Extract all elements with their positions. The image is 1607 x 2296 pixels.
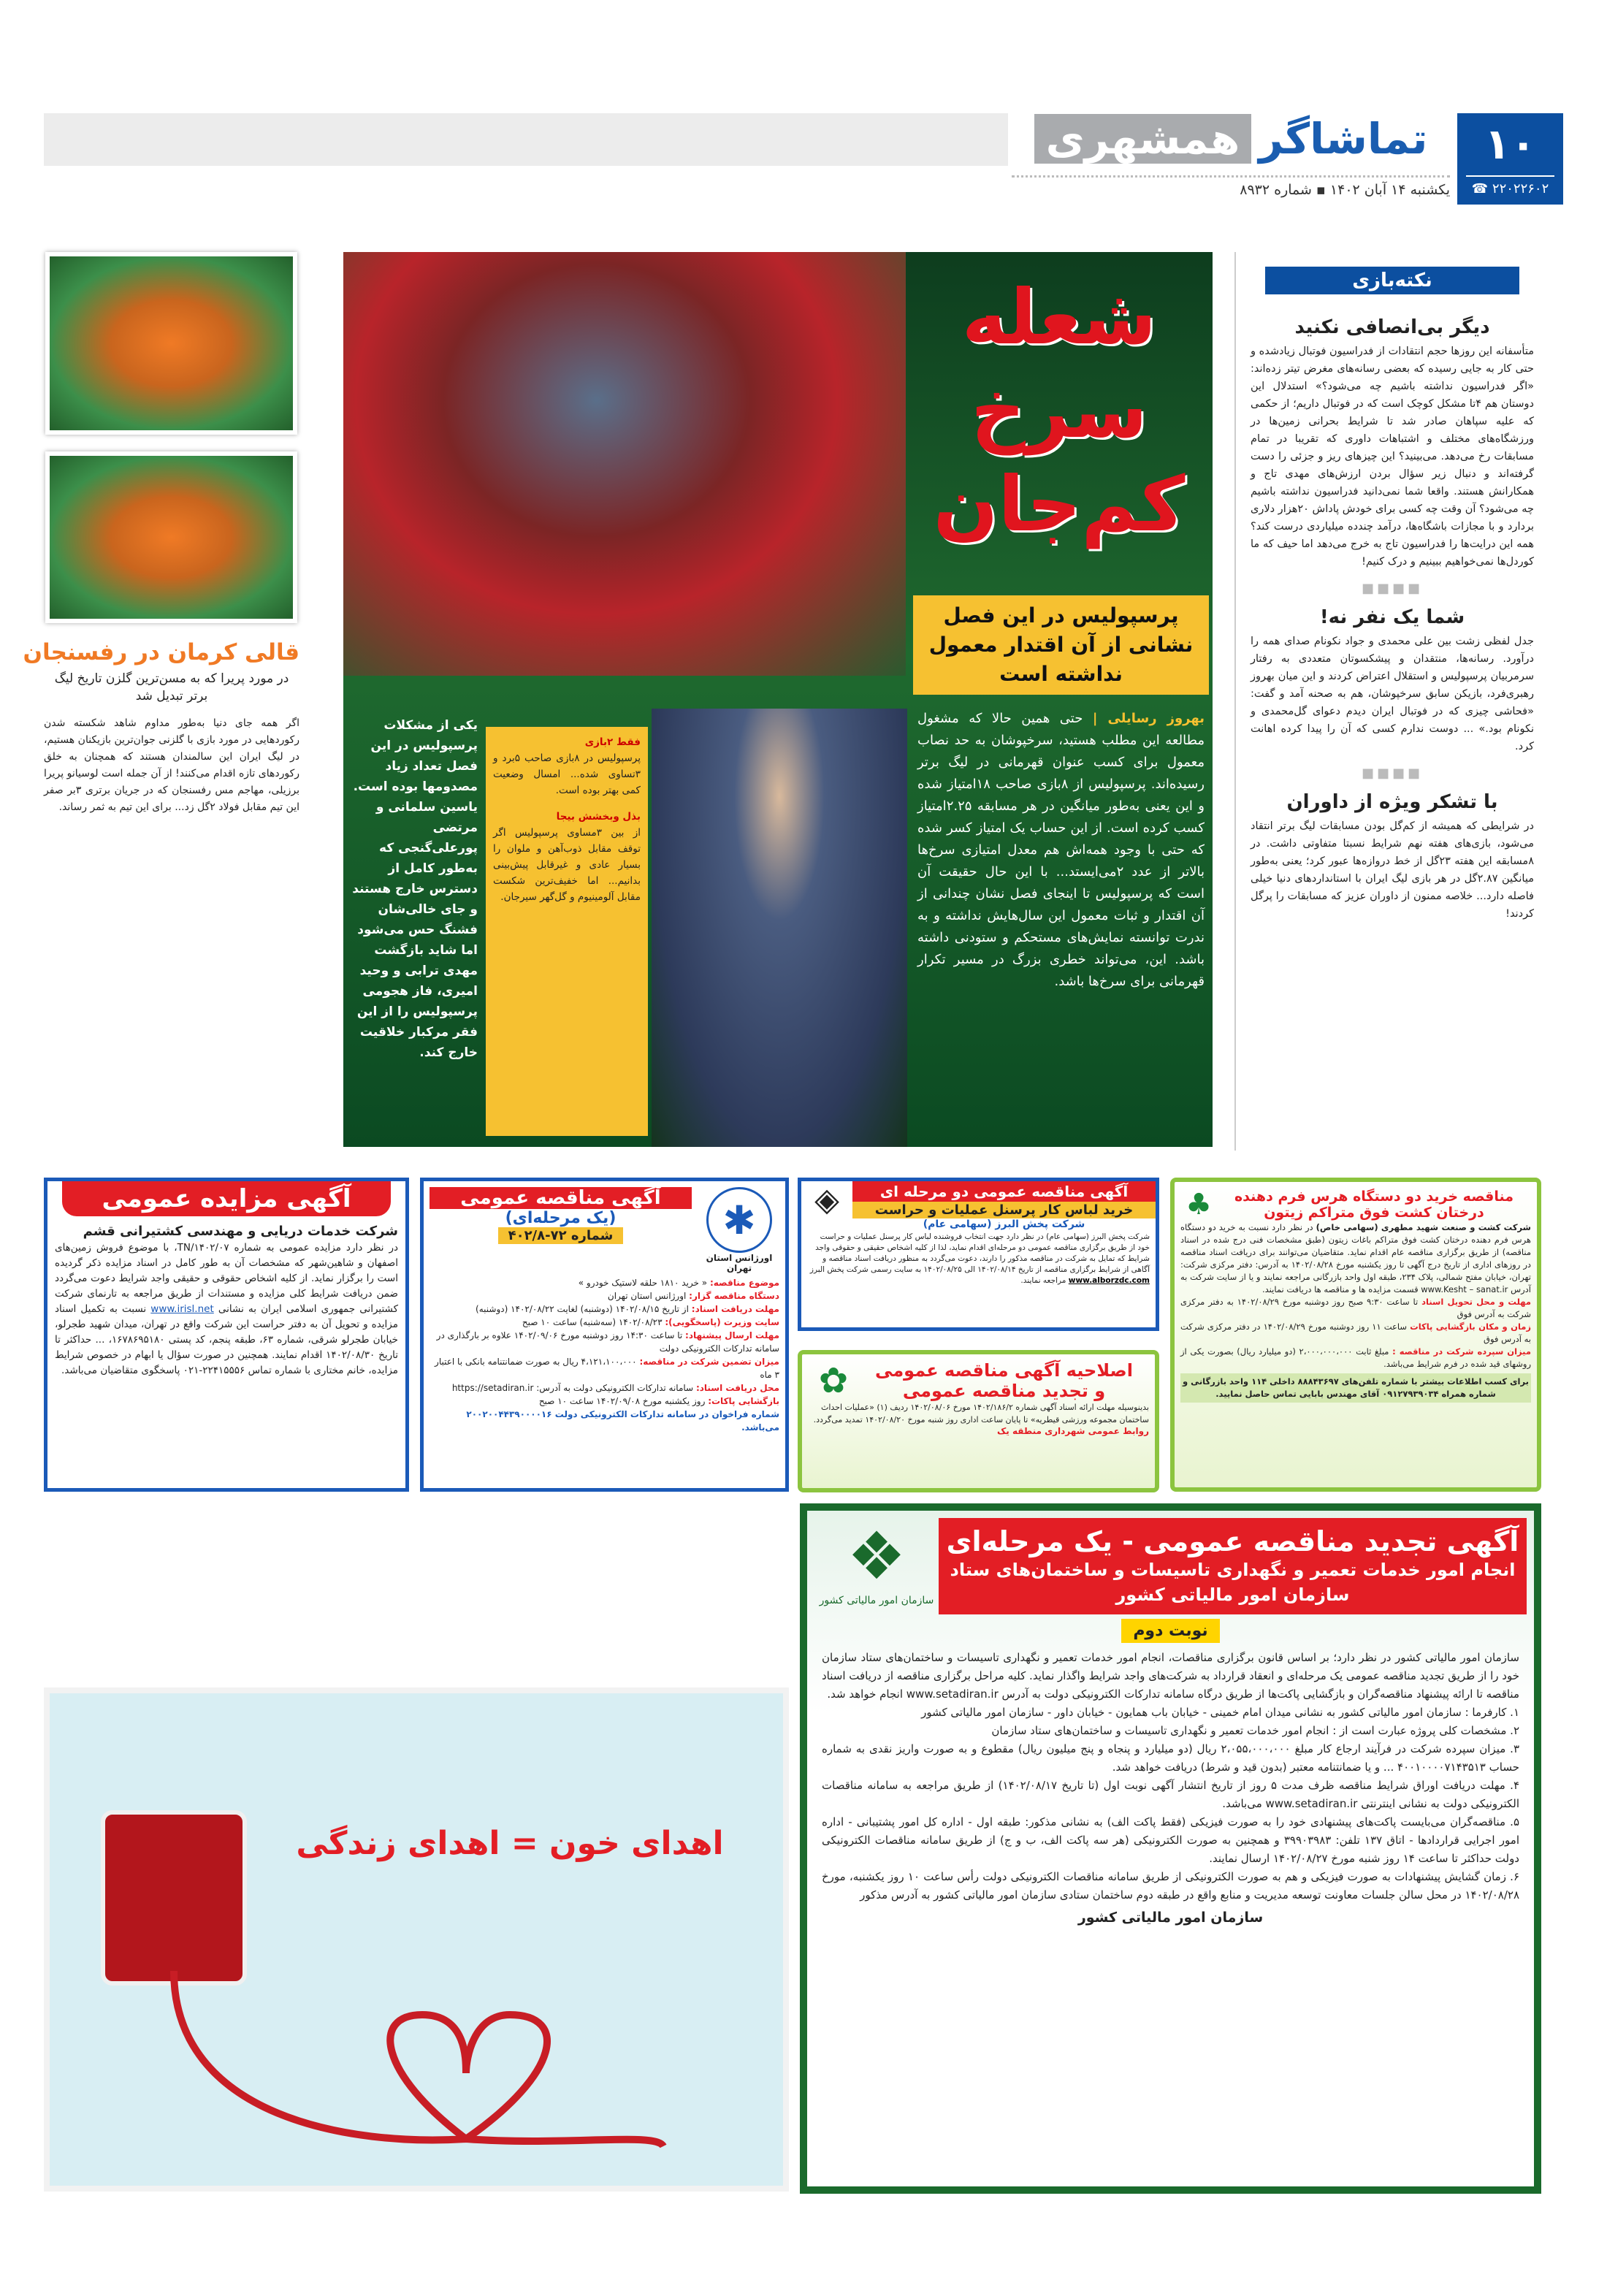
auction-ad: آگهی مزایده عمومی شرکت خدمات دریایی و مهندسی کشتیرانی قشم در نظر دارد مزایده عمومی به شماره TN/۱۴۰۲/۰۷، با موضوع فروش زمین‌های اصفهان و شاهین‌شهر که مشخصات آن به طور کامل در اسناد مزایده ذکر گردیده است را برگزار نماید. از کلیه اشخاص حقوقی و حقیقی واجد شرایط دعوت می‌گردد ضمن دریافت شرایط کلی مزایده و مستندات از طریق مراجعه به تارنمای شرکت کشتیرانی جمهوری اسلامی ایران به نشانی www.irisl.net نسبت به تکمیل اسناد مزایده و تحویل آن به دفتر حراست این شرکت واقع در تهران، میدان شهید طجرلو، خیابان طجرلو شرقی، شماره ۶۳، طبقه پنجم، کد پستی ۱۶۷۸۶۹۵۱۸۰، ... حداکثر تا تاریخ ۱۴۰۲/۰۸/۳۰ اقدام نمایند. همچنین در صورت سؤال یا ابهام در خصوص شرایط مزایده، خانم مختاری با شماره تماس ۲۲۴۱۵۵۵۶-۰۲۱ پاسخگوی متقاضیان می‌باشد. [44,1178,409,1492]
tax-items [822,1704,1519,1904]
team-photo [45,451,297,623]
left-article [23,639,299,816]
irisl-link[interactable]: www.irisl.net [150,1303,214,1315]
tax-item: ۲. مشخصات کلی پروژه عبارت است از : انجام امور خدمات تعمیر و نگهداری تاسیسات و ساختمان‌های ستاد سازمان [991,1724,1519,1737]
players-photo [343,252,906,676]
left-body: اگر همه جای دنیا به‌طور مداوم شاهد شکسته شدن رکوردهایی در مورد بازی با گلزنی جوان‌ترین بازیکنان هستیم، در لیگ ایران این سالمندان هستند که همچنان به خلق رکوردهای تازه اقدام می‌کنند! از آن جمله است لوسیانو پریرا برزیلی، مهاجم مس رفسنجان که در جریان برتری ۳بر صفر این تیم مقابل فولاد ۲گل زد... برای این تیم به ثمر رساند. [44,717,299,813]
phone-number: ۲۲۰۲۲۶۰۲ [1492,181,1549,197]
blood-donation-ad [44,1687,789,2192]
date-line: یکشنبه ۱۴ آبان ۱۴۰۲ ▪ شماره ۸۹۳۲ [1012,175,1450,198]
coach-photo [652,709,907,1147]
tender-line: مهلت دریافت اسناد: از تاریخ ۱۴۰۲/۰۸/۱۵ (دوشنبه) لغایت ۱۴۰۲/۰۸/۲۲ (دوشنبه) [476,1304,779,1314]
round-badge: نوبت دوم [1121,1619,1219,1643]
tax-item: ۳. میزان سپرده شرکت در فرآیند ارجاع کار مبلغ ۲،۰۵۵،۰۰۰،۰۰۰ ریال (دو میلیارد و پنجاه و پنج میلیون ریال) مقطوع و به صورت واریز نقدی به شماره حساب ۴۰۰۱۰۰۰۰۷۱۴۳۵۱۳ ... و یا ضمانتنامه معتبر (بدون قید و شرط) دریافت خواهد شد. [822,1742,1520,1774]
newspaper-logo: تماشاگر همشهری [1012,110,1450,168]
feature-subheadline: پرسپولیس در این فصل نشانی از آن اقتدار معمول نداشته است [913,595,1209,695]
tender-details [430,1276,779,1408]
side-quote: یکی از مشکلات پرسپولیس در این فصل تعداد زیاد مصدومها بوده است. یاسین سلمانی و مرتضی پورعلی‌گنجی که به‌طور کامل از دسترس خارج هستند و جای خالی‌شان فشنگ حس می‌شود اما شاید بازگشت مهدی ترابی و وحید امیری، فاز هجومی پرسپولیس را از این فقر مرکبار خلاقیت خارج کند. [352,718,478,1060]
article-body: در شرایطی که همیشه از کم‌گل بودن مسابقات لیگ برتر انتقاد می‌شود، بازی‌های هفته نهم شرایط نسبتا متفاوتی داشت. در ۸مسابقه این هفته ۲۳گل از خط دروازه‌ها عبور کرد؛ یعنی به‌طور میانگین ۲.۸۷گل در هر بازی لیگ ایران با استانداردهای دنیا خیلی فاصله دارد... خلاصه ممنون از داوران عزیز که مسابقات را پرگل کردند! [1251,820,1534,920]
article-title: شما یک نفر نه! [1319,606,1465,628]
left-title: قالی کرمان در رفسنجان [23,639,299,665]
separator: ■■■■ [1361,581,1424,596]
feature-body: بهروز رسایلی | حتی همین حالا که مشغول مطالعه این مطلب هستید، سرخپوشان به حد نصاب معمول برای کسب عنوان قهرمانی در لیگ برتر رسیده‌اند. پرسپولیس از ۸بازی صاحب ۱۸امتیاز شده و این یعنی به‌طور میانگین در هر مسابقه ۲.۲۵امتیاز کسب کرده است. از این حساب یک امتیاز کسر شده که حتی با وجود همه‌اش هم معدل امتیازی سرخ‌ها بالاتر از عدد ۲می‌ایستد... با این حال حقیقت آن است که پرسپولیس تا اینجای فصل نشان چندانی از آن اقتدار و ثبات معمول این سال‌هایش نداشته و به ندرت توانسته نمایش‌های مستحکم و ستودنی داشته باشد. این، می‌تواند خطری بزرگ در مسیر تکرار قهرمانی برای سرخ‌ها باشد. [917,711,1205,989]
tender-line: دستگاه مناقصه گزار: اورژانس استان تهران [607,1291,779,1301]
blood-bag-icon [101,1810,247,1986]
tender-line: میزان تضمین شرکت در مناقصه: ۴،۱۲۱،۱۰۰،۰۰۰ ریال به صورت ضمانتنامه بانکی با اعتبار ۳ ماه [435,1357,779,1380]
tax-item: ۵. مناقصه‌گران می‌بایست پاکت‌های پیشنهادی خود را به صورت فیزیکی (فقط پاکت الف) به نشانی مذکور: طبقه اول - اداره کل امور پشتیبانی - اداره امور اجرایی قراردادها - اتاق ۱۳۷ تلفن: ۳۹۹۰۳۹۸۳ و همچنین به صورت الکترونیکی (هر سه پاکت الف، ب و ج) از طریق سامانه مناقصات الکترونیکی دولت حداکثر تا ساعت ۱۴ روز شنبه مورخ ۱۴۰۲/۰۸/۲۷ ارسال نمایند. [822,1815,1519,1865]
tax-item: ۶. زمان گشایش پیشنهادات به صورت فیزیکی و هم به صورت الکترونیکی از طریق سامانه مناقصات الکترونیکی دولت رأس ساعت ۱۰ روز یکشنبه، مورخ ۱۴۰۲/۰۸/۲۸ در محل سالن جلسات معاونت توسعه مدیریت و منابع واقع در طبقه دوم ساختمان ستادی سازمان امور مالیاتی کشور به آدرس مذکور [822,1870,1519,1902]
section-tag: نکته‌بازی [1265,267,1519,294]
article-title: با تشکر ویژه از داوران [1286,791,1498,813]
feature-text-block [913,595,1209,993]
alborz-link[interactable]: www.alborzdc.com [1068,1276,1150,1285]
yellow-column: فقط ۲بازی پرسپولیس در ۸بازی صاحب ۵برد و ۳تساوی شده... امسال وضعیت کمی بهتر بوده است. بذل وبخشش بیجا از بین ۳مساوی پرسپولیس اگر توقف مقابل ذوب‌آهن و ملوان را بسیار عادی و غیرقابل پیش‌بینی بدانیم... اما خفیف‌ترین شکست مقابل آلومینیوم و گل‌گهر سیرجان. [486,727,648,1136]
alborz-tender-ad: آگهی مناقصه عمومی دو مرحله ای خرید لباس کار پرسنل عملیات و حراست شرکت پخش البرز (سهامی عام) ◈ شرکت پخش البرز (سهامی عام) در نظر دارد جهت انتخاب فروشنده لباس کار پرسنل عملیات و حراست خود از طریق برگزاری مناقصه عمومی دو مرحله‌ای اقدام نماید، لذا از کلیه اشخاص حقیقی و حقوقی واجد شرایط که تمایل به شرکت در مناقصه مذکور را دارند، دعوت می‌گردد به منظور دریافت اسناد مناقصه و آگاهی از شرایط برگزاری مناقصه از تاریخ ۱۴۰۲/۰۸/۱۴ الی ۱۴۰۲/۰۸/۲۵ به سایت رسمی شرکت پخش البرز www.alborzdc.com مراجعه نمایند. [798,1178,1159,1331]
tax-item: ۴. مهلت دریافت اوراق شرایط مناقصه ظرف مدت ۵ روز از تاریخ انتشار آگهی نوبت اول (تا تاریخ ۱۴۰۲/۰۸/۱۷) از طریق مراجعه به سامانه مناقصات الکترونیکی دولت به نشانی اینترنتی www.setadiran.ir می‌باشد. [822,1779,1520,1810]
feature-headline: شعله سرخ کم‌جان [933,272,1186,549]
tax-org-logo-icon: ❖ [847,1518,906,1595]
article-title: دیگر بی‌انصافی نکنید [1294,316,1490,338]
article-body: جدل لفظی زشت بین علی محمدی و جواد نکونام صدای همه را درآورد. رسانه‌ها، منتقدان و پیشکسوتان متعددی به رفتار سرمربیان پرسپولیس و استقلال اعتراض کردند و این میان بهروز رهبری‌فرد، بازیکن سابق سرخپوشان، هم به صحنه آمد و گفت: «فحاشی چیزی که در فوتبال ایران دیدم دعوای گل‌محمدی و نکونام بود.» ... دوست ندارم کسی که آن را پیدا کرده اهانت کرد. [1251,636,1534,752]
tehran-logo-icon: ✿ [818,1360,849,1401]
emergency-tender-ad: ✱ اورژانس استان تهران آگهی مناقصه عمومی (یک مرحله‌ای) شماره ۷۲-۴۰۲/۸ موضوع مناقصه: « خرید ۱۸۱۰ حلقه لاستیک خودرو » دستگاه مناقصه گزار: اورژانس استان تهران مهلت دریافت اسناد: از تاریخ ۱۴۰۲/۰۸/۱۵ (دوشنبه) لغایت ۱۴۰۲/۰۸/۲۲ (دوشنبه) سایت وزیرت (پاسخگویی): ۱۴۰۲/۰۸/۲۳ (سه‌شنبه) ساعت ۱۰ صبح مهلت ارسال پیشنهاد: تا ساعت ۱۴:۳۰ روز دوشنبه مورخ ۱۴۰۲/۰۹/۰۶ علاوه بر بارگذاری در سامانه تدارکات الکترونیکی دولت میزان تضمین شرکت در مناقصه: ۴،۱۲۱،۱۰۰،۰۰۰ ریال به صورت ضمانتنامه بانکی با اعتبار ۳ ماه محل دریافت اسناد: سامانه تدارکات الکترونیکی دولت به آدرس: https://setadiran.ir بازگشایی پاکات: روز یکشنبه مورخ ۱۴۰۲/۰۹/۰۸ ساعت ۱۰ صبح شماره فراخوان در سامانه تدارکات الکترونیکی دولت ۲۰۰۲۰۰۴۴۳۹۰۰۰۰۱۶ می‌باشد. [420,1178,789,1492]
phone-icon: ☎ [1471,181,1489,197]
olive-tender-ad: مناقصه خرید دو دستگاه هرس فرم دهنده درختان کشت فوق متراکم زیتون ♣ شرکت کشت و صنعت شهید مطهری (سهامی خاص) در نظر دارد نسبت به خرید دو دستگاه هرس فرم دهنده درختان کشت فوق متراکم باغات زیتون (طبق مشخصات فنی درج شده در اسناد مناقصه) از طریق برگزاری مناقصه عام اقدام نماید. متقاضیان می‌توانند برای دریافت اسناد مناقصه در روزهای اداری از تاریخ درج آگهی تا روز یکشنبه مورخ ۱۴۰۲/۰۸/۲۸ به آدرس: دفتر مرکزی شرکت: تهران، خیابان مفتح شمالی، پلاک ۲۳۴، طبقه اول واحد بازرگانی مراجعه نمایند و یا از سایت شرکت به آدرس www.Kesht – sanat.ir قسمت مزایده ها و مناقصه ها دریافت نمایند. مهلت و محل تحویل اسناد تا ساعت ۹:۳۰ صبح روز دوشنبه مورخ ۱۴۰۲/۰۸/۲۹ به دفتر مرکزی شرکت به آدرس فوق زمان و مکان بازگشایی پاکات ساعت ۱۱ روز دوشنبه مورخ ۱۴۰۲/۰۸/۲۹ در دفتر مرکزی شرکت به آدرس فوق میزان سپرده شرکت در مناقصه : مبلغ ثابت ۲،۰۰۰،۰۰۰،۰۰۰ (دو میلیارد ریال) بصورت یکی از روشهای قید شده در فرم شرایط می‌باشد. برای کسب اطلاعات بیشتر با شماره تلفن‌های ۸۸۸۴۳۶۹۷ داخلی ۱۱۴ واحد بازرگانی و شماره همراه ۰۹۱۲۷۹۳۹۰۳۴ آقای مهندس بابایی تماس حاصل نمایید. [1170,1178,1541,1492]
page-number-box [1457,113,1563,205]
team-photo [45,252,297,435]
star-of-life-icon: ✱ [706,1187,772,1253]
tender-line: بازگشایی پاکات: روز یکشنبه مورخ ۱۴۰۲/۰۹/۰۸ ساعت ۱۰ صبح [538,1396,779,1406]
blood-slogan: اهدای خون = اهدای زندگی [296,1825,724,1862]
tender-line: موضوع مناقصه: « خرید ۱۸۱۰ حلقه لاستیک خودرو » [578,1278,779,1288]
tehran-municipality-ad: اصلاحیه آگهی مناقصه عمومی و تجدید مناقصه عمومی ✿ بدینوسیله مهلت ارائه اسناد آگهی شماره ۱۴۰۲/۱۸۶/۲ مورخ ۱۴۰۲/۰۸/۰۶ ردیف (۱) «عملیات احداث ساختمان مجموعه ورزشی قیطریه» تا پایان ساعت اداری روز شنبه مورخ ۱۴۰۲/۰۸/۲۰ تمدید می‌گردد. روابط عمومی شهرداری منطقه یک [798,1350,1159,1492]
right-column [1234,252,1549,1151]
alborz-logo-icon: ◈ [814,1181,839,1218]
article-body: متأسفانه این روزها حجم انتقادات از فدراسیون فوتبال زیادشده و حتی کار به جایی رسیده که بعضی رسانه‌های مغرض تیتر زده‌اند: «اگر فدراسیون نداشته باشیم چه می‌شود؟» استدلال این دوستان هم ۴تا مشکل کوچک است که در فوتبال داریم؛ از حکمی که علیه سپاهان صادر شد تا شرایط بحرانی زمین‌ها در ورزشگاه‌های مختلف و اشتباهات داوری که تقریبا در تمام مسابقات رخ می‌دهد. می‌بینید؟ این چیزهای ریز و جزئی را دست گرفته‌اند و دنبال زیر سؤال بردن ارزش‌های مهدی تاج و همکارانش هستند. واقعا شما نمی‌دانید فدراسیون نداشته باشیم چه می‌شود؟ آن وقت چه کسی برای خودش پاداش ۲۰هزار دلاری بردارد و با مجازات باشگاه‌ها، درآمد چندده میلیاردی درست کند؟ همه این درایت‌ها را فدراسیون تاج به خرج می‌دهد اما حیف که ما کوردل‌ها نمی‌خواهیم ببینیم و درک کنیم! [1251,346,1534,568]
heart-tube-icon [159,1971,671,2161]
page-number: ۱۰ [1466,113,1554,177]
tender-line: سایت وزیرت (پاسخگویی): ۱۴۰۲/۰۸/۲۳ (سه‌شنبه) ساعت ۱۰ صبح [522,1317,779,1327]
tender-line: محل دریافت اسناد: سامانه تدارکات الکترونیکی دولت به آدرس: https://setadiran.ir [451,1383,779,1393]
tax-tender-ad: آگهی تجدید مناقصه عمومی - یک مرحله‌ای انجام امور خدمات تعمیر و نگهداری تاسیسات و ساختمان‌های ستاد سازمان امور مالیاتی کشور ❖ سازمان امور مالیاتی کشور نوبت دوم سازمان امور مالیاتی کشور در نظر دارد؛ بر اساس قانون برگزاری مناقصات، انجام امور خدمات تعمیر و نگهداری تاسیسات و ساختمان‌های ستاد سازمان خود را از طریق تجدید مناقصه عمومی یک مرحله‌ای و انعقاد قرارداد به شرکت‌های واجد شرایط واگذار نماید. کلیه مراحل برگزاری مناقصه از دریافت اسناد مناقصه تا ارائه پیشنهاد مناقصه‌گران و بازگشایی پاکت‌ها از طریق درگاه سامانه تدارکات الکترونیکی دولت به آدرس www.setadiran.ir انجام خواهد شد. ۱. کارفرما : سازمان امور مالیاتی کشور به نشانی میدان امام خمینی - خیابان باب همایون - خیابان داور - سازمان امور مالیاتی کشور ۲. مشخصات کلی پروژه عبارت است از : انجام امور خدمات تعمیر و نگهداری تاسیسات و ساختمان‌های ستاد سازمان ۳. میزان سپرده شرکت در فرآیند ارجاع کار مبلغ ۲،۰۵۵،۰۰۰،۰۰۰ ریال (دو میلیارد و پنجاه و پنج میلیون ریال) مقطوع و به صورت واریز نقدی به شماره حساب ۴۰۰۱۰۰۰۰۷۱۴۳۵۱۳ ... و یا ضمانتنامه معتبر (بدون قید و شرط) دریافت خواهد شد. ۴. مهلت دریافت اوراق شرایط مناقصه ظرف مدت ۵ روز از تاریخ انتشار آگهی نوبت اول (تا تاریخ ۱۴۰۲/۰۸/۱۷) از طریق مراجعه به سامانه مناقصات الکترونیکی دولت به نشانی اینترنتی www.setadiran.ir می‌باشد. ۵. مناقصه‌گران می‌بایست پاکت‌های پیشنهادی خود را به صورت فیزیکی (فقط پاکت الف) به نشانی مذکور: طبقه اول - اداره کل امور پشتیبانی - اداره امور اجرایی قراردادها - اتاق ۱۳۷ تلفن: ۳۹۹۰۳۹۸۳ و همچنین به صورت الکترونیکی (هر سه پاکت الف، ب و ج) از طریق سامانه مناقصات الکترونیکی دولت حداکثر تا ساعت ۱۴ روز شنبه مورخ ۱۴۰۲/۰۸/۲۷ ارسال نمایند. ۶. زمان گشایش پیشنهادات به صورت فیزیکی و هم به صورت الکترونیکی از طریق سامانه مناقصات الکترونیکی دولت رأس ساعت ۱۰ روز یکشنبه، مورخ ۱۴۰۲/۰۸/۲۸ در محل سالن جلسات معاونت توسعه مدیریت و منابع واقع در طبقه دوم ساختمان ستادی سازمان امور مالیاتی کشور به آدرس مذکور سازمان امور مالیاتی کشور [800,1503,1541,2194]
header-banner [44,113,1008,166]
byline: بهروز رسایلی | [1092,711,1205,726]
left-subtitle: در مورد پریرا که به مسن‌ترین گلزن تاریخ لیگ برتر تبدیل شد [54,671,289,703]
tender-line: مهلت ارسال پیشنهاد: تا ساعت ۱۴:۳۰ روز دوشنبه مورخ ۱۴۰۲/۰۹/۰۶ علاوه بر بارگذاری در سامانه تدارکات الکترونیکی دولت [436,1330,779,1354]
tax-item: ۱. کارفرما : سازمان امور مالیاتی کشور به نشانی میدان امام خمینی - خیابان باب همایون - خیابان داور - سازمان امور مالیاتی کشور [921,1706,1519,1719]
plant-logo-icon: ♣ [1186,1188,1212,1221]
separator: ■■■■ [1361,766,1424,781]
